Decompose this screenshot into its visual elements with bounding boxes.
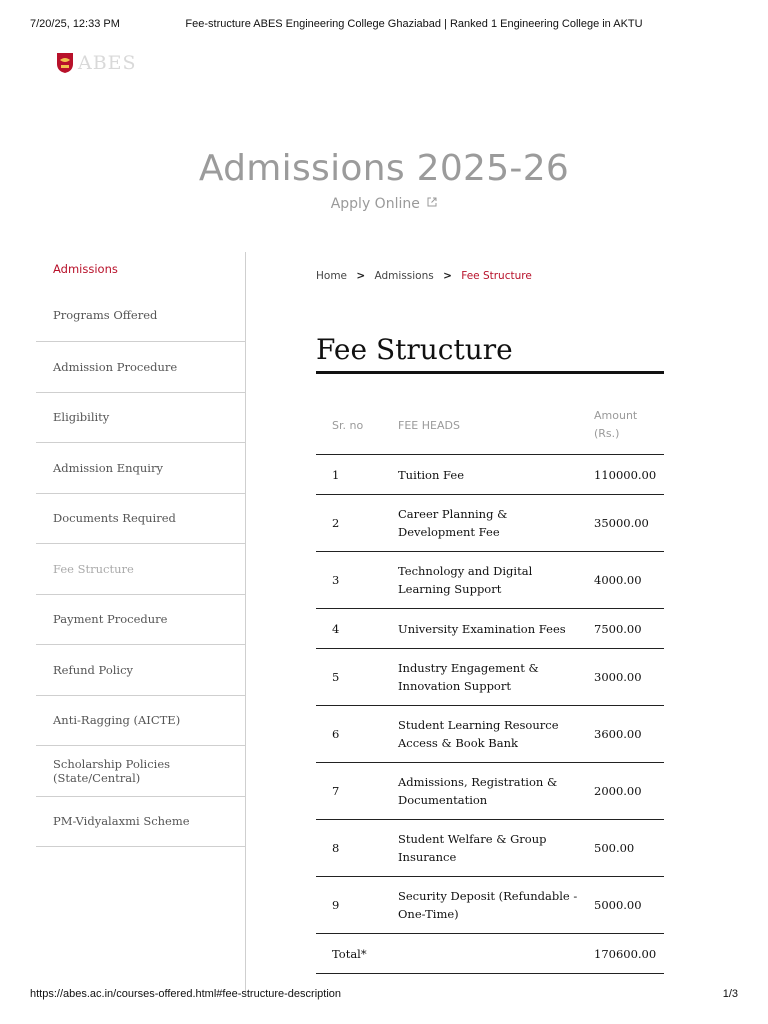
print-datetime: 7/20/25, 12:33 PM (30, 18, 120, 30)
apply-online-link[interactable] (0, 196, 768, 212)
table-header-row (316, 396, 664, 455)
breadcrumb-current: Fee Structure (461, 270, 532, 282)
abes-logo[interactable] (56, 50, 136, 78)
cell-sr: 6 (316, 706, 398, 763)
external-link-icon (427, 197, 437, 207)
apply-online-label: Apply Online (330, 196, 420, 212)
page-title: Fee Structure (316, 333, 513, 367)
sidebar-item-programs-offered[interactable]: Programs Offered (36, 286, 245, 342)
print-page-title: Fee-structure ABES Engineering College Ghaziabad | Ranked 1 Engineering College in AKTU (185, 18, 643, 30)
breadcrumb-home[interactable]: Home (316, 270, 348, 282)
sidebar-item-pm-vidyalaxmi[interactable]: PM-Vidyalaxmi Scheme (36, 797, 245, 848)
cell-sr: 7 (316, 763, 398, 820)
cell-fee-head: University Examination Fees (398, 609, 594, 649)
cell-sr: 3 (316, 552, 398, 609)
print-footer (30, 988, 738, 1004)
print-page-number: 1/3 (722, 988, 738, 1000)
cell-sr: 2 (316, 495, 398, 552)
header-amount-label: Amount (Rs.) (594, 409, 638, 440)
cell-amount: 4000.00 (594, 552, 664, 609)
table-total-row (316, 934, 664, 974)
print-header (30, 18, 738, 34)
cell-amount: 500.00 (594, 820, 664, 877)
cell-fee-head: Student Welfare & Group Insurance (398, 820, 594, 877)
table-row (316, 706, 664, 763)
cell-sr: 9 (316, 877, 398, 934)
cell-amount: 110000.00 (594, 455, 664, 495)
table-row (316, 455, 664, 495)
cell-fee-head: Career Planning & Development Fee (398, 495, 594, 552)
cell-total-label: Total* (316, 934, 398, 974)
sidebar-item-admission-procedure[interactable]: Admission Procedure (36, 342, 245, 393)
cell-amount: 3600.00 (594, 706, 664, 763)
table-row (316, 820, 664, 877)
sidebar-item-refund-policy[interactable]: Refund Policy (36, 645, 245, 696)
breadcrumb-separator: > (443, 270, 452, 282)
cell-total-empty (398, 934, 594, 974)
table-row (316, 763, 664, 820)
fee-structure-table (316, 396, 664, 974)
cell-sr: 5 (316, 649, 398, 706)
sidebar-item-documents-required[interactable]: Documents Required (36, 494, 245, 545)
cell-fee-head: Student Learning Resource Access & Book Bank (398, 706, 594, 763)
sidebar-item-anti-ragging[interactable]: Anti-Ragging (AICTE) (36, 696, 245, 747)
admissions-sidebar (36, 252, 246, 992)
sidebar-item-scholarship-policies[interactable]: Scholarship Policies (State/Central) (36, 746, 245, 797)
table-row (316, 495, 664, 552)
cell-total-amount: 170600.00 (594, 934, 664, 974)
cell-sr: 1 (316, 455, 398, 495)
table-row (316, 649, 664, 706)
cell-amount: 3000.00 (594, 649, 664, 706)
cell-amount: 7500.00 (594, 609, 664, 649)
sidebar-item-admission-enquiry[interactable]: Admission Enquiry (36, 443, 245, 494)
header-sr-no: Sr. no (316, 396, 398, 455)
logo-text: ABES (78, 52, 137, 74)
print-url: https://abes.ac.in/courses-offered.html#fee-structure-description (30, 988, 342, 1000)
cell-sr: 8 (316, 820, 398, 877)
cell-fee-head: Technology and Digital Learning Support (398, 552, 594, 609)
cell-fee-head: Admissions, Registration & Documentation (398, 763, 594, 820)
table-row (316, 552, 664, 609)
cell-amount: 35000.00 (594, 495, 664, 552)
cell-amount: 5000.00 (594, 877, 664, 934)
sidebar-heading: Admissions (53, 262, 118, 276)
table-row (316, 609, 664, 649)
sidebar-menu (36, 286, 245, 847)
shield-logo-icon (56, 52, 74, 74)
sidebar-item-eligibility[interactable]: Eligibility (36, 393, 245, 444)
sidebar-item-fee-structure[interactable]: Fee Structure (36, 544, 245, 595)
breadcrumb-separator: > (356, 270, 366, 282)
cell-fee-head: Security Deposit (Refundable - One-Time) (398, 877, 594, 934)
header-fee-heads: FEE HEADS (398, 396, 594, 455)
breadcrumb-admissions[interactable]: Admissions (374, 270, 434, 282)
table-row (316, 877, 664, 934)
title-divider (316, 371, 664, 374)
hero-title: Admissions 2025-26 (198, 148, 570, 190)
sidebar-item-payment-procedure[interactable]: Payment Procedure (36, 595, 245, 646)
cell-amount: 2000.00 (594, 763, 664, 820)
cell-sr: 4 (316, 609, 398, 649)
cell-fee-head: Tuition Fee (398, 455, 594, 495)
header-amount (594, 396, 664, 455)
breadcrumb (316, 270, 532, 282)
cell-fee-head: Industry Engagement & Innovation Support (398, 649, 594, 706)
